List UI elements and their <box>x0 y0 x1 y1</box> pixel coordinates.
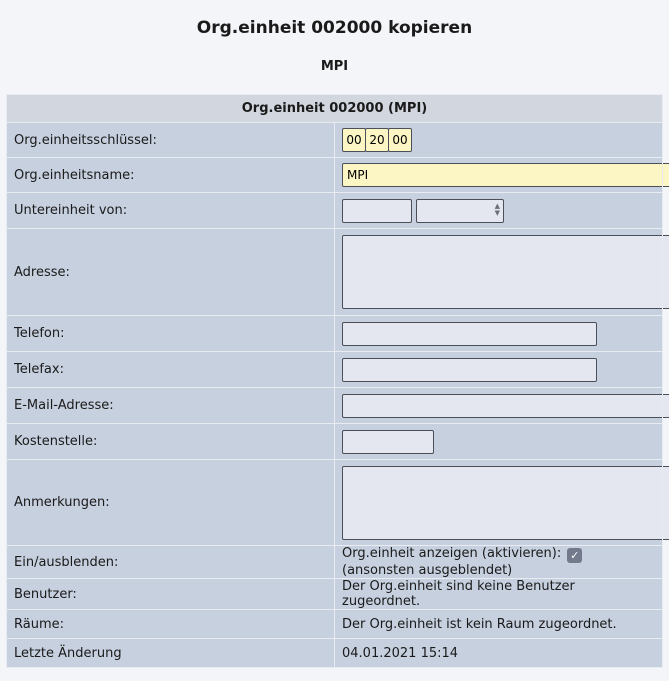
address-textarea[interactable] <box>342 235 669 309</box>
row-fax <box>7 352 663 388</box>
address-label: Adresse: <box>7 229 335 316</box>
row-address <box>7 229 663 316</box>
key-part-3-input[interactable] <box>388 128 412 152</box>
users-label: Benutzer: <box>7 579 335 610</box>
key-part-1-input[interactable] <box>342 128 366 152</box>
last-change-value: 04.01.2021 15:14 <box>335 639 663 668</box>
select-arrows-icon: ▲ ▼ <box>494 201 500 217</box>
row-rooms <box>7 610 663 639</box>
notes-textarea[interactable] <box>342 466 669 540</box>
checkmark-icon: ✓ <box>570 549 580 562</box>
row-phone <box>7 316 663 352</box>
fax-label: Telefax: <box>7 352 335 388</box>
email-input[interactable] <box>342 394 669 418</box>
visibility-checkbox[interactable] <box>567 548 582 563</box>
org-unit-form <box>6 94 663 668</box>
visibility-hint: (ansonsten ausgeblendet) <box>342 563 513 578</box>
row-notes <box>7 460 663 546</box>
cost-center-label: Kostenstelle: <box>7 424 335 460</box>
rooms-value: Der Org.einheit ist kein Raum zugeordnet. <box>335 610 663 639</box>
parent-select[interactable] <box>416 199 504 223</box>
row-last-change <box>7 639 663 668</box>
parent-label: Untereinheit von: <box>7 193 335 229</box>
key-part-2-input[interactable] <box>365 128 389 152</box>
key-label: Org.einheitsschlüssel: <box>7 123 335 158</box>
notes-label: Anmerkungen: <box>7 460 335 546</box>
row-cost-center <box>7 424 663 460</box>
name-input[interactable] <box>342 163 669 187</box>
row-users <box>7 579 663 610</box>
row-parent <box>7 193 663 229</box>
users-value: Der Org.einheit sind keine Benutzer zugeordnet. <box>335 579 663 610</box>
fax-input[interactable] <box>342 358 597 382</box>
last-change-label: Letzte Änderung <box>7 639 335 668</box>
phone-input[interactable] <box>342 322 597 346</box>
visibility-checkbox-label: Org.einheit anzeigen (aktivieren): <box>342 546 562 561</box>
row-email <box>7 388 663 424</box>
parent-select-wrapper <box>416 199 504 223</box>
email-label: E-Mail-Adresse: <box>7 388 335 424</box>
parent-key-input[interactable] <box>342 199 412 223</box>
phone-label: Telefon: <box>7 316 335 352</box>
rooms-label: Räume: <box>7 610 335 639</box>
cost-center-input[interactable] <box>342 430 434 454</box>
row-name <box>7 158 663 193</box>
page-title: Org.einheit 002000 kopieren <box>196 18 473 38</box>
visibility-label: Ein/ausblenden: <box>7 546 335 579</box>
key-input-group <box>342 128 655 152</box>
row-key <box>7 123 663 158</box>
page-subtitle: MPI <box>320 59 349 74</box>
name-label: Org.einheitsname: <box>7 158 335 193</box>
row-visibility <box>7 546 663 579</box>
form-header: Org.einheit 002000 (MPI) <box>7 95 663 123</box>
